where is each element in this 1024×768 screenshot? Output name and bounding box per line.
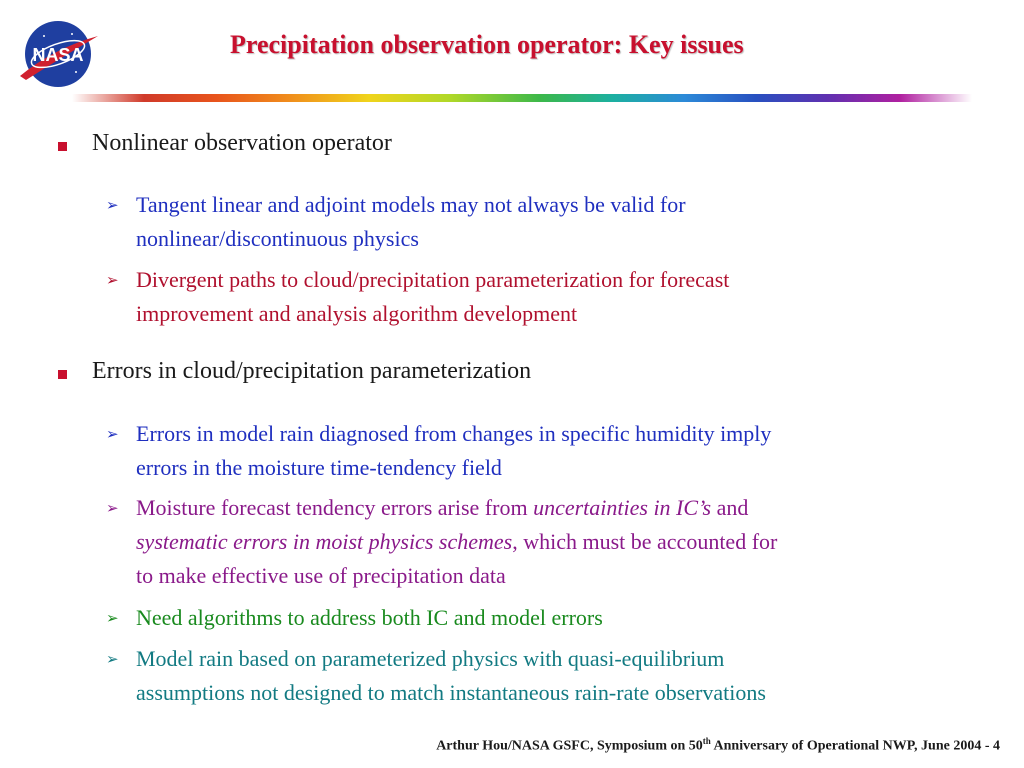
list-item: Errors in model rain diagnosed from changes in specific humidity imply errors in the moisture time-tendency field (136, 421, 772, 480)
list-item: Model rain based on parameterized physics with quasi-equilibrium assumptions not designed to match instantaneous rain-rate observations (136, 646, 766, 705)
rainbow-divider (72, 94, 972, 102)
arrow-bullet-icon: ➢ (106, 501, 119, 517)
list-item: Need algorithms to address both IC and model errors (136, 605, 603, 630)
section-heading: Errors in cloud/precipitation parameterization (92, 358, 532, 384)
svg-text:NASA: NASA (32, 45, 84, 65)
page-title: Precipitation observation operator: Key issues (230, 30, 744, 59)
arrow-bullet-icon: ➢ (106, 611, 119, 627)
list-item: Moisture forecast tendency errors arise from uncertainties in IC’s and systematic errors in moist physics schemes, which must be accounted for to make effective use of precipitation data (136, 495, 778, 588)
arrow-bullet-icon: ➢ (106, 198, 119, 214)
square-bullet-icon (58, 370, 67, 379)
arrow-bullet-icon: ➢ (106, 652, 119, 668)
footer: Arthur Hou/NASA GSFC, Symposium on 50th Anniversary of Operational NWP, June 2004 - 4 (436, 736, 1000, 754)
nasa-logo (14, 14, 104, 94)
section-heading: Nonlinear observation operator (92, 130, 392, 156)
square-bullet-icon (58, 142, 67, 151)
arrow-bullet-icon: ➢ (106, 273, 119, 289)
list-item: Divergent paths to cloud/precipitation parameterization for forecast improvement and analysis algorithm development (136, 267, 730, 326)
list-item: Tangent linear and adjoint models may not always be valid for nonlinear/discontinuous physics (136, 192, 686, 251)
arrow-bullet-icon: ➢ (106, 427, 119, 443)
